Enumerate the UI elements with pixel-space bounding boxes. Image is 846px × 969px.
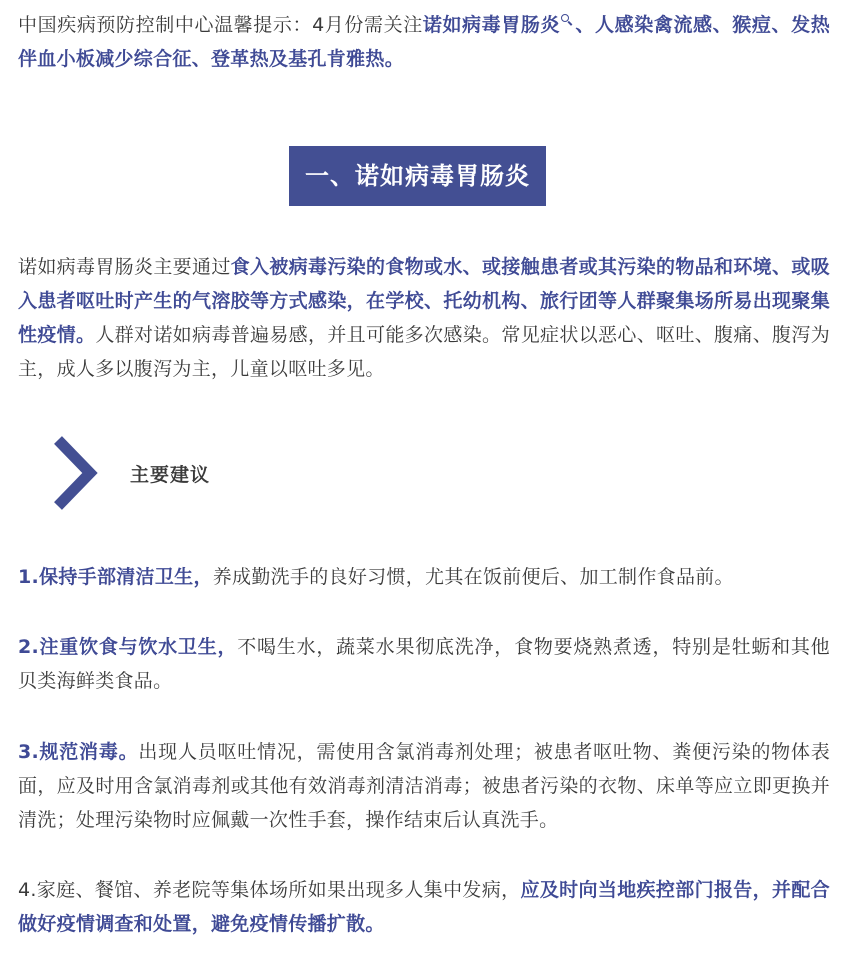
recommendation-item [18, 735, 830, 837]
body-prefix: 诺如病毒胃肠炎主要通过 [18, 256, 231, 278]
intro-paragraph [18, 8, 830, 76]
recommendation-text: 4.家庭、餐馆、养老院等集体场所如果出现多人集中发病， [18, 879, 521, 901]
intro-highlight-keyword[interactable]: 诺如病毒胃肠炎 [422, 14, 561, 36]
recommendation-item [18, 630, 830, 698]
section-heading: 一、诺如病毒胃肠炎 [289, 146, 546, 206]
recommendation-text: 不喝生水，蔬菜水果彻底洗净，食物要烧熟煮透，特别是牡蛎和其他贝类海鲜类食品。 [18, 636, 830, 692]
recommendation-text: 养成勤洗手的良好习惯，尤其在饭前便后、加工制作食品前。 [212, 566, 734, 588]
intro-highlight-list: 、人感染禽流感、猴痘、发热伴血小板减少综合征、登革热及基孔肯雅热。 [18, 14, 831, 70]
sub-heading: 主要建议 [130, 464, 211, 486]
chevron-right-icon [50, 434, 100, 512]
recommendation-item [18, 873, 830, 941]
recommendation-highlight: 应及时向当地疾控部门报告，并配合做好疫情调查和处置，避免疫情传播扩散。 [18, 879, 830, 935]
section-body-paragraph [18, 250, 830, 386]
recommendation-item [18, 560, 830, 594]
intro-prefix: 中国疾病预防控制中心温馨提示：4月份需关注 [18, 14, 423, 36]
body-suffix: 人群对诺如病毒普遍易感，并且可能多次感染。常见症状以恶心、呕吐、腹痛、腹泻为主，成人多以腹泻为主，儿童以呕吐多见。 [18, 324, 831, 380]
recommendation-highlight: 1.保持手部清洁卫生， [18, 566, 213, 588]
recommendation-highlight: 2.注重饮食与饮水卫生， [18, 636, 238, 658]
body-highlight: 食入被病毒污染的食物或水、或接触患者或其污染的物品和环境、或吸入患者呕吐时产生的气溶胶等方式感染，在学校、托幼机构、旅行团等人群聚集场所易出现聚集性疫情。 [18, 256, 830, 346]
recommendation-highlight: 3.规范消毒。 [18, 741, 139, 763]
recommendation-text: 出现人员呕吐情况，需使用含氯消毒剂处理；被患者呕吐物、粪便污染的物体表面，应及时用含氯消毒剂或其他有效消毒剂清洁消毒；被患者污染的衣物、床单等应立即更换并清洗；处理污染物时应佩戴一次性手套，操作结束后认真洗手。 [18, 741, 830, 831]
search-icon[interactable] [561, 14, 573, 28]
